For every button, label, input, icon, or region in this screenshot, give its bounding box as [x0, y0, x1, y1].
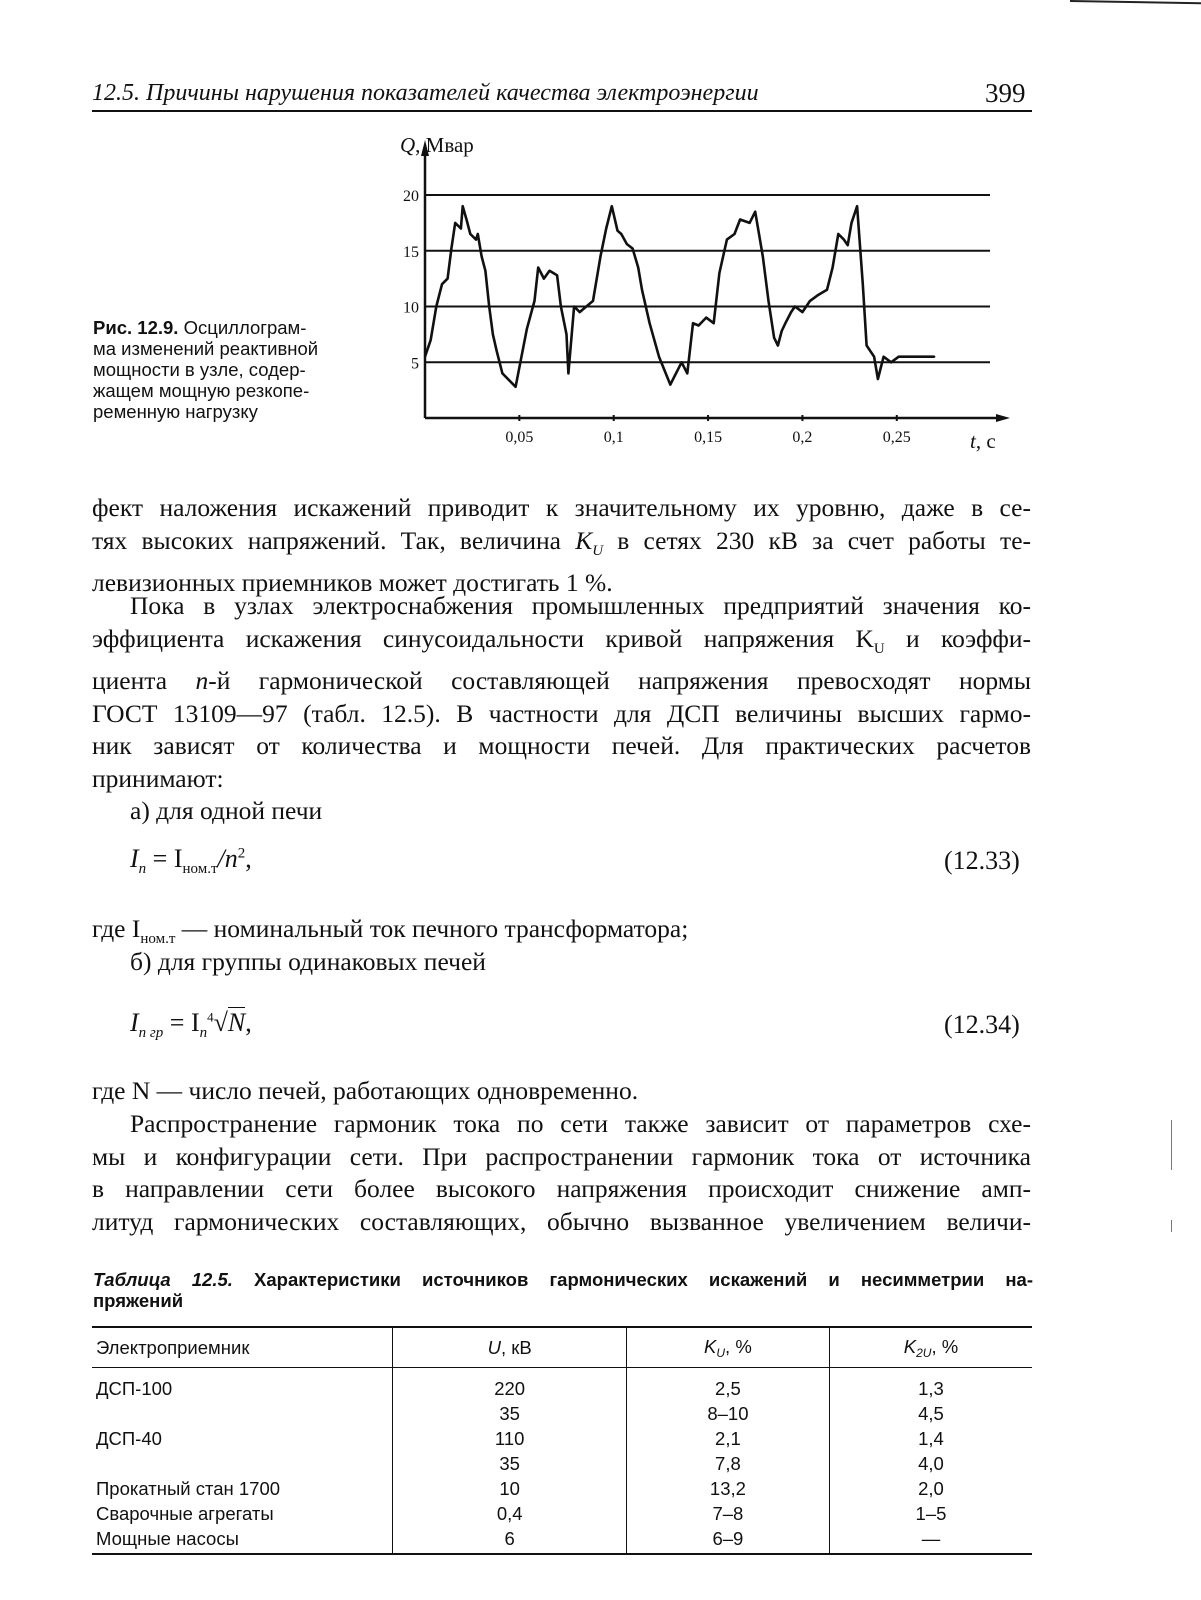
figure-caption-line: жащем мощную резкопе- — [93, 380, 310, 401]
equation-number: (12.34) — [944, 1010, 1020, 1039]
text-line: Распространение гармоник тока по сети также зависит от параметров схе- — [130, 1109, 1031, 1138]
x-axis-label-symbol: t — [970, 429, 976, 453]
text-span: эффициента искажения синусоидальности кривой напряжения K — [92, 623, 874, 653]
table-cell: 2,5 — [626, 1368, 829, 1402]
text-line: принимают: — [92, 763, 224, 793]
x-tick-label: 0,2 — [792, 429, 813, 446]
header-unit: , % — [931, 1335, 959, 1357]
paragraph-1 — [92, 492, 1031, 600]
table-cell: 2,0 — [829, 1476, 1032, 1501]
data-point — [481, 255, 483, 257]
table-cell: 220 — [393, 1368, 626, 1402]
figure-caption-line: Осциллограм- — [183, 317, 307, 338]
table-cell: 35 — [393, 1401, 626, 1426]
data-point — [826, 289, 828, 291]
data-point — [802, 311, 804, 313]
y-tick-label: 5 — [411, 355, 419, 373]
where-line-2: где N — число печей, работающих одновременно. — [92, 1076, 639, 1105]
text-line — [92, 623, 1031, 666]
data-point — [552, 272, 554, 274]
y-tick-label: 15 — [403, 243, 419, 261]
text-span: тях высоких напряжений. Так, величина — [92, 525, 561, 555]
text-span: -й гармонической составляющей напряжения превосходят нормы — [208, 666, 1031, 695]
table-caption-text: Характеристики источников гармонических искажений и несимметрии на- — [254, 1269, 1034, 1290]
data-point — [851, 222, 853, 224]
table-cell: 110 — [393, 1426, 626, 1451]
x-axis-label-unit: , с — [975, 429, 996, 453]
data-point — [534, 300, 536, 302]
data-point — [477, 233, 479, 235]
table-cell: 7–8 — [626, 1501, 829, 1526]
data-point — [726, 239, 728, 241]
table-cell: Прокатный стан 1700 — [96, 1478, 281, 1499]
table-caption-text: пряжений — [93, 1290, 184, 1311]
oscillogram-chart — [0, 0, 1201, 470]
data-point — [669, 384, 671, 386]
table-caption — [93, 1269, 1033, 1311]
text-span: и коэффи- — [906, 623, 1032, 653]
data-point — [890, 361, 892, 363]
column-header — [626, 1327, 829, 1368]
data-point — [617, 230, 619, 232]
data-point — [469, 233, 471, 235]
data-point — [883, 356, 885, 358]
data-point — [566, 334, 568, 336]
running-title: 12.5. Причины нарушения показателей качества электроэнергии — [92, 80, 759, 106]
table-cell: — — [829, 1526, 1032, 1554]
formula-symbol: I — [130, 1008, 139, 1037]
data-point — [573, 306, 575, 308]
data-point — [560, 306, 562, 308]
harmonics-table — [92, 1326, 1032, 1555]
header-unit: , % — [725, 1335, 752, 1357]
table-cell: 4,0 — [829, 1451, 1032, 1476]
data-point — [920, 356, 922, 358]
data-point — [430, 339, 432, 341]
data-point — [698, 325, 700, 327]
data-point — [549, 270, 551, 272]
data-point — [447, 278, 449, 280]
data-point — [902, 356, 904, 358]
data-point — [843, 239, 845, 241]
figure-caption-line: ременную нагрузку — [93, 401, 258, 422]
table-cell: 1,3 — [829, 1368, 1032, 1402]
header-symbol: K — [704, 1335, 717, 1357]
data-point — [556, 274, 558, 276]
text-span: где I — [92, 914, 141, 943]
text-line: ГОСТ 13109—97 (табл. 12.5). В частности для ДСП величины высших гармо- — [92, 698, 1031, 728]
formula-subscript: ном.т — [140, 931, 176, 947]
data-point — [424, 356, 426, 358]
data-point — [496, 350, 498, 352]
data-point — [777, 345, 779, 347]
x-tick-label: 0,1 — [603, 429, 624, 446]
table-header-row — [92, 1327, 1032, 1368]
x-tick-label: 0,15 — [694, 429, 723, 446]
data-point — [794, 306, 796, 308]
radical-sign: √ — [213, 1008, 228, 1037]
table-cell: 6–9 — [626, 1526, 829, 1554]
data-point — [460, 228, 462, 230]
data-point — [462, 205, 464, 207]
data-point — [441, 283, 443, 285]
data-point — [502, 373, 504, 375]
formula-subscript: ном.т — [182, 861, 218, 877]
table-cell: 1–5 — [829, 1501, 1032, 1526]
equation-number: (12.33) — [944, 846, 1020, 875]
table-cell: 8–10 — [626, 1401, 829, 1426]
table-cell: 10 — [393, 1476, 626, 1501]
page-number: 399 — [985, 78, 1026, 108]
column-header: Электроприемник — [92, 1327, 393, 1368]
data-point — [768, 300, 770, 302]
data-point — [681, 361, 683, 363]
data-point — [543, 278, 545, 280]
formula-superscript: 2 — [237, 845, 246, 862]
data-point — [526, 328, 528, 330]
text-span: в сетях 230 кВ за счет работы те- — [617, 525, 1031, 555]
formula-punct: , — [245, 1008, 252, 1037]
text-span: циента — [92, 666, 168, 695]
y-axis-label-symbol: Q — [400, 133, 416, 157]
table-row — [92, 1476, 1032, 1501]
data-point — [754, 211, 756, 213]
table-cell: ДСП-40 — [96, 1428, 162, 1449]
data-point — [451, 248, 453, 250]
text-line: фект наложения искажений приводит к значительному их уровню, даже в се- — [92, 493, 1031, 522]
column-header: U, кВ — [393, 1327, 626, 1368]
text-line: Пока в узлах электроснабжения промышленных предприятий значения ко- — [130, 591, 1031, 620]
formula-subscript: n гр — [138, 1025, 164, 1041]
data-point — [641, 289, 643, 291]
y-tick-label: 20 — [403, 188, 419, 205]
data-point — [832, 267, 834, 269]
data-point — [809, 300, 811, 302]
data-point — [837, 233, 839, 235]
data-point — [492, 334, 494, 336]
data-point — [847, 244, 849, 246]
y-tick-label: 10 — [403, 299, 419, 317]
text-line: левизионных приемников может достигать 1 %. — [92, 568, 613, 597]
table-row — [92, 1426, 1032, 1451]
table-cell — [92, 1401, 393, 1426]
text-line — [92, 665, 1031, 698]
data-point — [632, 248, 634, 250]
data-point — [739, 219, 741, 221]
ku-subscript: U — [873, 640, 885, 657]
data-point — [537, 267, 539, 269]
data-point — [611, 205, 613, 207]
paragraph-3 — [92, 1108, 1031, 1238]
data-point — [475, 239, 477, 241]
formula-symbol: = I — [152, 844, 183, 873]
radicand: N — [227, 1008, 246, 1037]
formula-subscript: n — [199, 1025, 208, 1041]
table-row — [92, 1526, 1032, 1554]
table-row — [92, 1368, 1032, 1402]
data-point — [579, 311, 581, 313]
formula-symbol: /n — [217, 844, 238, 873]
table-cell: 4,5 — [829, 1401, 1032, 1426]
data-point — [719, 272, 721, 274]
data-point — [924, 356, 926, 358]
table-cell: 6 — [393, 1526, 626, 1554]
x-tick-label: 0,25 — [882, 429, 911, 446]
list-item-b: б) для группы одинаковых печей — [130, 947, 486, 976]
data-point — [568, 373, 570, 375]
table-cell: 13,2 — [626, 1476, 829, 1501]
x-axis-arrow — [996, 414, 1010, 422]
data-point — [734, 233, 736, 235]
table-row — [92, 1451, 1032, 1476]
table-cell: 7,8 — [626, 1451, 829, 1476]
data-point — [817, 295, 819, 297]
data-point — [466, 219, 468, 221]
ku-symbol — [575, 525, 604, 559]
scan-mark — [1171, 1220, 1172, 1232]
paragraph-2 — [92, 590, 1031, 828]
ku-letter: K — [575, 525, 593, 555]
table-cell: 0,4 — [393, 1501, 626, 1526]
table-row — [92, 1401, 1032, 1426]
x-tick-label: 0,05 — [505, 429, 534, 446]
header-symbol: K — [903, 1335, 917, 1357]
data-point — [934, 356, 936, 358]
data-point — [713, 322, 715, 324]
text-line: литуд гармонических составляющих, обычно вызванное увеличением величи- — [92, 1206, 1031, 1236]
table-cell — [92, 1451, 393, 1476]
data-point — [866, 345, 868, 347]
table-cell: 2,1 — [626, 1426, 829, 1451]
root-index: 4 — [207, 1009, 214, 1025]
data-point — [692, 322, 694, 324]
data-point — [785, 322, 787, 324]
data-point — [905, 356, 907, 358]
text-line — [92, 525, 1031, 568]
header-subscript: 2U — [916, 1345, 932, 1360]
data-point — [913, 356, 915, 358]
formula-symbol: = I — [169, 1008, 200, 1037]
data-point — [620, 233, 622, 235]
table-row — [92, 1501, 1032, 1526]
data-point — [488, 306, 490, 308]
data-point — [856, 205, 858, 207]
data-point — [626, 243, 628, 245]
table-cell: Мощные насосы — [92, 1526, 393, 1554]
series-line — [425, 206, 935, 387]
where-line-1 — [92, 914, 688, 948]
data-point — [658, 356, 660, 358]
figure-caption-line: мощности в узле, содер- — [93, 359, 306, 380]
header-subscript: U — [716, 1345, 726, 1360]
data-point — [605, 228, 607, 230]
text-span: — номинальный ток печного трансформатора; — [181, 914, 689, 943]
y-axis-label — [400, 133, 474, 157]
data-point — [592, 300, 594, 302]
data-point — [686, 373, 688, 375]
x-axis-label — [970, 429, 996, 453]
data-point — [790, 311, 792, 313]
data-point — [485, 270, 487, 272]
table-caption-label: Таблица 12.5. — [93, 1269, 233, 1290]
data-point — [705, 317, 707, 319]
data-point — [773, 337, 775, 339]
formula-punct: , — [245, 844, 252, 873]
column-header — [829, 1327, 1032, 1368]
y-axis-label-unit: , Мвар — [415, 133, 474, 157]
data-point — [649, 322, 651, 324]
data-point — [600, 255, 602, 257]
figure-caption-label: Рис. 12.9. — [93, 317, 179, 338]
table-cell: 1,4 — [829, 1426, 1032, 1451]
data-point — [454, 222, 456, 224]
data-point — [515, 386, 517, 388]
ku-subscript: U — [592, 542, 604, 559]
data-point — [862, 283, 864, 285]
data-point — [749, 222, 751, 224]
data-point — [873, 356, 875, 358]
table-cell: ДСП-100 — [96, 1378, 173, 1399]
figure-caption-line: ма изменений реактивной — [93, 338, 319, 359]
data-point — [898, 356, 900, 358]
data-point — [877, 378, 879, 380]
text-line: ник зависят от количества и мощности печей. Для практических расчетов — [92, 731, 1031, 760]
data-point — [435, 306, 437, 308]
data-point — [781, 330, 783, 332]
text-line: мы и конфигурации сети. При распространении гармоник тока от источника — [92, 1141, 1031, 1171]
list-item-a: а) для одной печи — [130, 796, 323, 825]
formula-subscript: n — [138, 861, 147, 877]
n-symbol: n — [195, 666, 209, 695]
table-cell: 35 — [393, 1451, 626, 1476]
formula-12-33 — [130, 844, 252, 878]
formula-symbol: I — [130, 844, 139, 873]
data-point — [637, 267, 639, 269]
table-cell: Сварочные агрегаты — [96, 1503, 274, 1524]
data-point — [762, 255, 764, 257]
formula-12-34 — [130, 1008, 252, 1042]
scan-mark — [1171, 1120, 1172, 1170]
text-line: в направлении сети более высокого напряжения происходит снижение амп- — [92, 1174, 1031, 1203]
